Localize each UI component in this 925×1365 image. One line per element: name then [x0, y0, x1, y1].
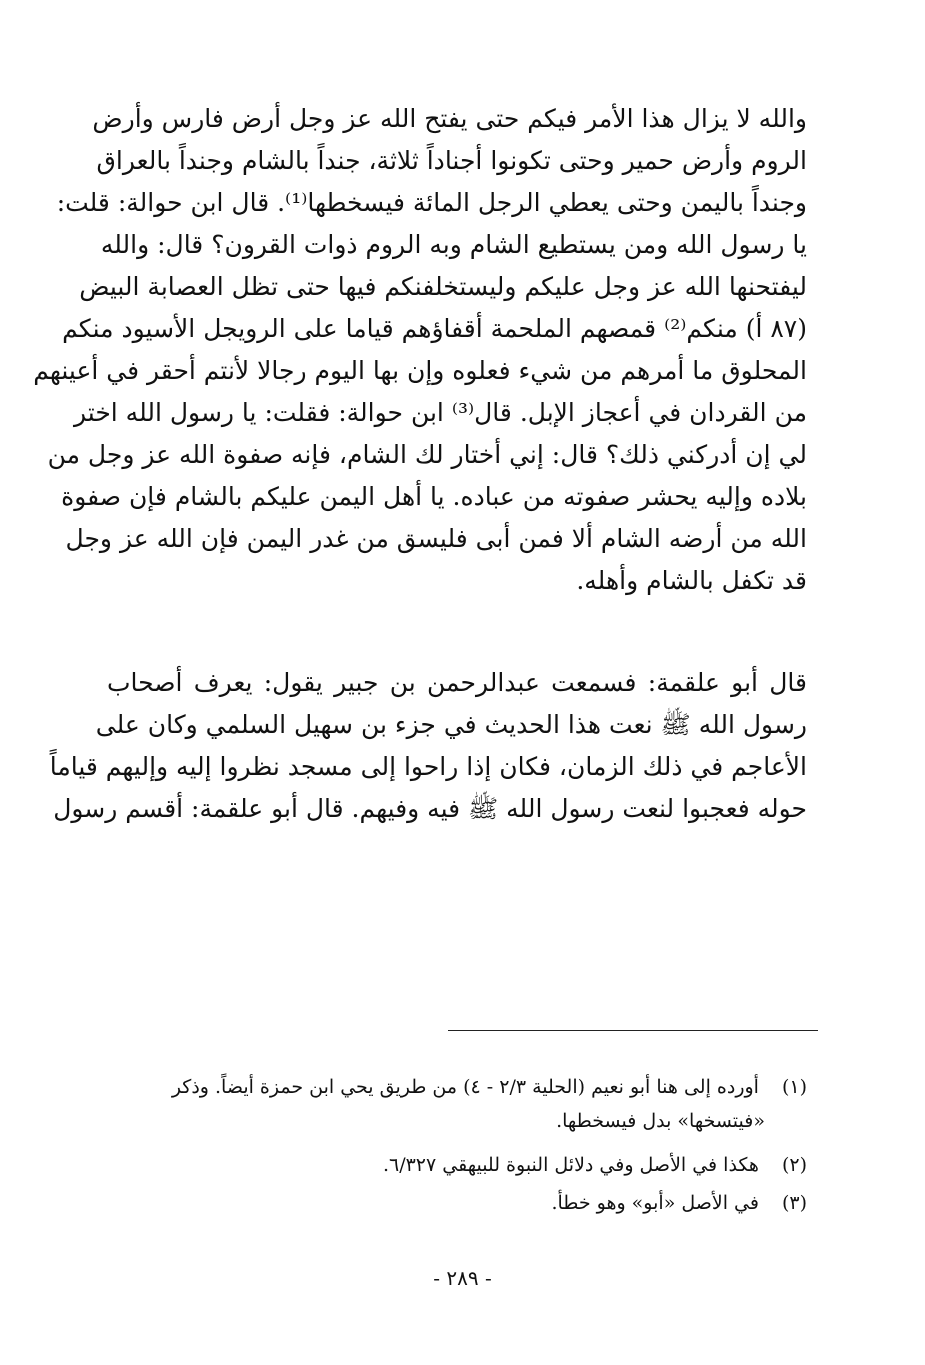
text-line: قال أبو علقمة: فسمعت عبدالرحمن بن جبير يقول: يعرف أصحاب [107, 668, 807, 697]
footnote-marker: (١) [781, 1076, 807, 1098]
text-line: الله من أرضه الشام ألا فمن أبى فليسق من غدر اليمن فإن الله عز وجل [65, 524, 807, 553]
footnote-3 [107, 1188, 807, 1218]
footnote-marker: (٢) [781, 1154, 807, 1176]
text-line: رسول الله ﷺ نعت هذا الحديث في جزء بن سهيل السلمي وكان على [95, 710, 807, 739]
text-line: يا رسول الله ومن يستطيع الشام وبه الروم ذوات القرون؟ قال: والله [100, 230, 807, 259]
text-line: والله لا يزال هذا الأمر فيكم حتى يفتح الله عز وجل أرض فارس وأرض [92, 104, 807, 133]
text-line: (٨٧ أ) منكم⁽²⁾ قمصهم الملحمة أقفاؤهم قياما على الرويجل الأسيود منكم [62, 314, 807, 343]
footnote-text: في الأصل «أبو» وهو خطأ. [551, 1192, 759, 1214]
page-number: - ٢٨٩ - [433, 1266, 492, 1290]
text-line: حوله فعجبوا لنعت رسول الله ﷺ فيه وفيهم. قال أبو علقمة: أقسم رسول [53, 794, 807, 823]
footnote-1-continuation: «فيتسخها» بدل فيسخطها. [556, 1110, 765, 1132]
footnote-marker: (٣) [781, 1192, 807, 1214]
text-line: من القردان في أعجاز الإبل. قال⁽³⁾ ابن حوالة: فقلت: يا رسول الله اختر [74, 398, 807, 427]
footnote-text: أورده إلى هنا أبو نعيم (الحلية ٢/٣ - ٤) من طريق يحي ابن حمزة أيضاً. وذكر [171, 1076, 759, 1098]
text-line: المحلوق ما أمرهم من شيء فعلوه وإن بها اليوم رجالا لأنتم أحقر في أعينهم [33, 356, 807, 385]
footnote-separator [448, 1030, 818, 1031]
text-line: وجنداً باليمن وحتى يعطي الرجل المائة فيسخطها⁽¹⁾. قال ابن حوالة: قلت: [56, 188, 807, 217]
text-line: بلاده وإليه يحشر صفوته من عباده. يا أهل اليمن عليكم بالشام فإن صفوة [61, 482, 807, 511]
text-line: قد تكفل بالشام وأهله. [576, 566, 807, 595]
footnote-text: هكذا في الأصل وفي دلائل النبوة للبيهقي ٦/٣٢٧. [382, 1154, 759, 1176]
footnote-1 [107, 1072, 807, 1102]
text-line: ليفتحنها الله عز وجل عليكم وليستخلفنكم فيها حتى تظل العصابة البيض [79, 272, 807, 301]
text-line: الروم وأرض حمير وحتى تكونوا أجناداً ثلاثة، جنداً بالشام وجنداً بالعراق [96, 146, 807, 175]
text-line: الأعاجم في ذلك الزمان، فكان إذا راحوا إلى مسجد نظروا إليه وإليهم قياماً [49, 752, 807, 781]
footnote-2 [107, 1150, 807, 1180]
text-line: لي إن أدركني ذلك؟ قال: إني أختار لك الشام، فإنه صفوة الله عز وجل من [47, 440, 807, 469]
